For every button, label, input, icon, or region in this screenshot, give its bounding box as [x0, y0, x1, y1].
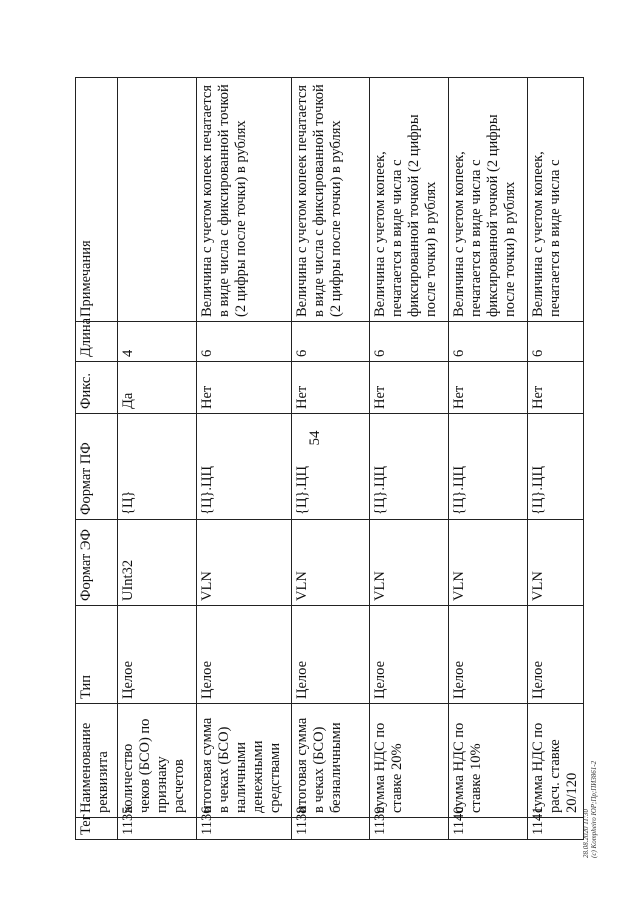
cell-fixed: Нет: [292, 362, 370, 414]
cell-name: сумма НДС по ставке 10%: [449, 704, 528, 818]
cell-format-pf: {Ц}.ЦЦ: [197, 414, 292, 520]
cell-name: итоговая сумма в чеках (БСО) наличными денежными средствами: [197, 704, 292, 818]
cell-type: Целое: [370, 606, 449, 704]
cell-fixed: Нет: [528, 362, 584, 414]
footer-stamp: [582, 761, 599, 858]
cell-type: Целое: [449, 606, 528, 704]
cell-format-pf: {Ц}: [118, 414, 197, 520]
table-row: [292, 78, 370, 840]
footer-source: (c) Kompheiro ЮР;Пр;ПИЗ861-2: [590, 760, 599, 858]
cell-name: сумма НДС по расч. ставке 20/120: [528, 704, 584, 818]
header-fixed: Фикс.: [76, 362, 118, 414]
cell-format-ef: VLN: [292, 520, 370, 606]
cell-format-ef: VLN: [370, 520, 449, 606]
cell-format-ef: VLN: [449, 520, 528, 606]
header-type: Тип: [76, 606, 118, 704]
header-name: Наименование реквизита: [76, 704, 118, 818]
requisites-table: [75, 77, 584, 840]
table-header-row: [76, 78, 118, 840]
cell-name: количество чеков (БСО) по признаку расчетов: [118, 704, 197, 818]
cell-note: Величина с учетом копеек, печатается в виде числа с фиксированной точкой (2 цифры после точки) в рублях: [370, 78, 449, 322]
cell-tag: 1141: [528, 818, 584, 840]
cell-format-pf: {Ц}.ЦЦ: [528, 414, 584, 520]
page-number: 54: [307, 430, 323, 446]
cell-format-ef: VLN: [528, 520, 584, 606]
table-row: [528, 78, 584, 840]
table-row: [197, 78, 292, 840]
cell-length: 6: [292, 322, 370, 362]
cell-type: Целое: [197, 606, 292, 704]
cell-note: [118, 78, 197, 322]
cell-tag: 1135: [118, 818, 197, 840]
cell-format-ef: VLN: [197, 520, 292, 606]
cell-tag: 1136: [197, 818, 292, 840]
cell-note: Величина с учетом копеек, печатается в виде числа с фиксированной точкой (2 цифры после точки) в рублях: [449, 78, 528, 322]
header-format-ef: Формат ЭФ: [76, 520, 118, 606]
cell-length: 6: [449, 322, 528, 362]
header-tag: Тег: [76, 818, 118, 840]
header-notes: Примечания: [76, 78, 118, 322]
cell-note: Величина с учетом копеек печатается в виде числа с фиксированной точкой (2 цифры после точки) в рублях: [197, 78, 292, 322]
cell-name: итоговая сумма в чеках (БСО) безналичными: [292, 704, 370, 818]
cell-type: Целое: [528, 606, 584, 704]
cell-name: сумма НДС по ставке 20%: [370, 704, 449, 818]
cell-note: Величина с учетом копеек, печатается в виде числа с: [528, 78, 584, 322]
cell-fixed: Да: [118, 362, 197, 414]
cell-format-ef: UInt32: [118, 520, 197, 606]
cell-fixed: Нет: [370, 362, 449, 414]
cell-length: 6: [197, 322, 292, 362]
cell-fixed: Нет: [197, 362, 292, 414]
table-row: [370, 78, 449, 840]
header-length: Длина: [76, 322, 118, 362]
cell-fixed: Нет: [449, 362, 528, 414]
table-row: [118, 78, 197, 840]
cell-length: 4: [118, 322, 197, 362]
cell-format-pf: {Ц}.ЦЦ: [370, 414, 449, 520]
cell-tag: 1140: [449, 818, 528, 840]
cell-length: 6: [528, 322, 584, 362]
cell-format-pf: {Ц}.ЦЦ: [449, 414, 528, 520]
footer-date: 28.08.2020 11:30: [582, 808, 590, 858]
cell-type: Целое: [118, 606, 197, 704]
cell-type: Целое: [292, 606, 370, 704]
cell-tag: 1138: [292, 818, 370, 840]
table-row: [449, 78, 528, 840]
header-format-pf: Формат ПФ: [76, 414, 118, 520]
cell-tag: 1139: [370, 818, 449, 840]
cell-format-pf: {Ц}.ЦЦ: [292, 414, 370, 520]
cell-note: Величина с учетом копеек печатается в виде числа с фиксированной точкой (2 цифры после точки) в рублях: [292, 78, 370, 322]
cell-length: 6: [370, 322, 449, 362]
